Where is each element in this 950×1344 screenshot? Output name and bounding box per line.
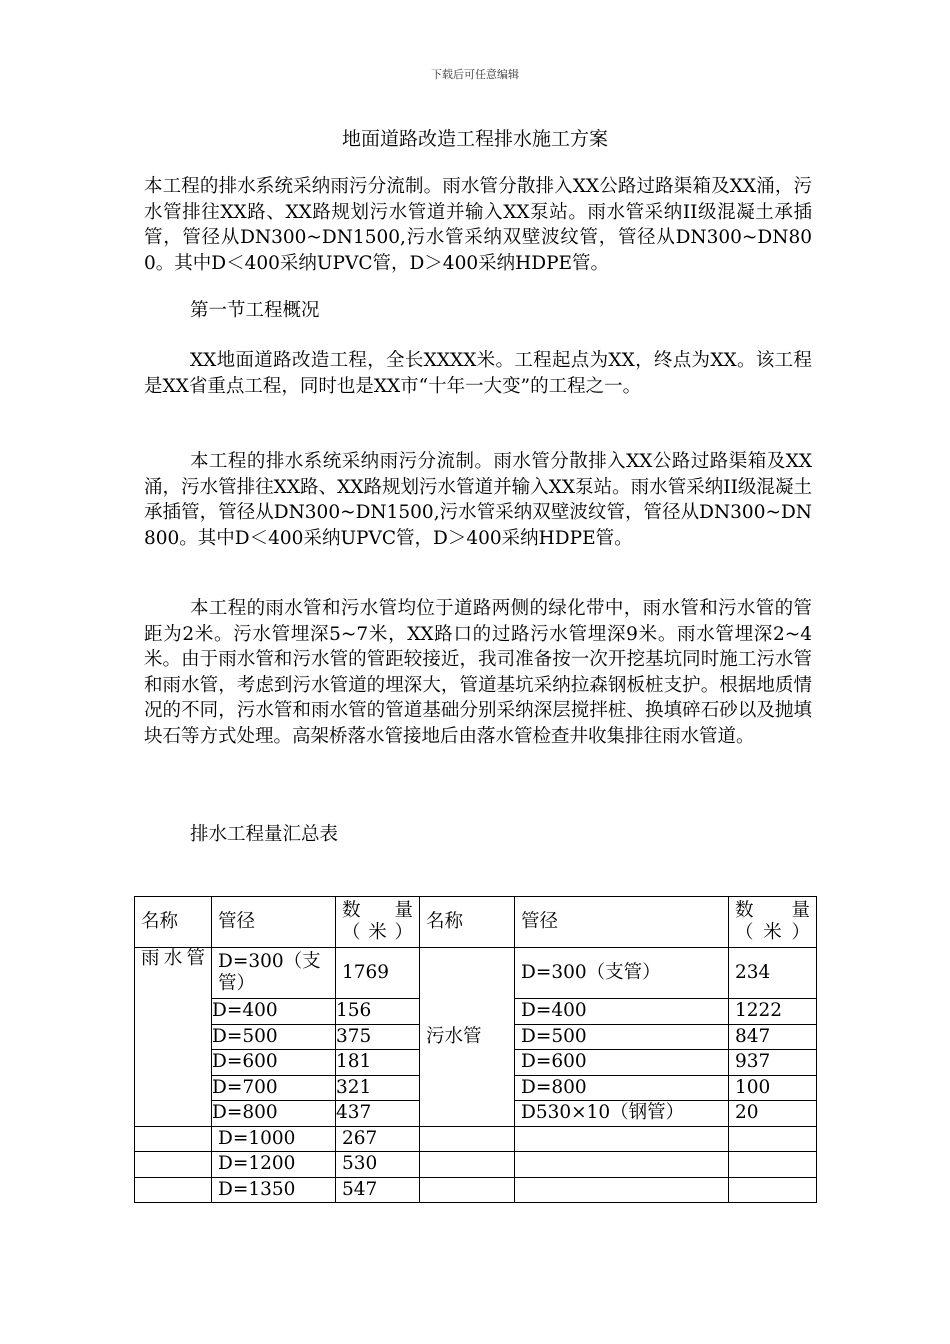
- drainage-system-paragraph: 本工程的排水系统采纳雨污分流制。雨水管分散排入XX公路过路渠箱及XX涌，污水管排往XX路、XX路规划污水管道并输入XX泵站。雨水管采纳II级混凝土承插管，管径从DN300~DN1500,污水管采纳双壁波纹管，管径从DN300~DN800。其中D＜400采纳UPVC管，D＞400采纳HDPE管。: [144, 451, 812, 549]
- rain-quantity: 530: [336, 1152, 420, 1178]
- header-quantity-rain: 数量（米）: [336, 897, 420, 948]
- empty-cell: [729, 1126, 817, 1152]
- rain-quantity: 267: [336, 1126, 420, 1152]
- header-quantity-sewer: 数量（米）: [729, 897, 817, 948]
- empty-cell: [135, 1152, 212, 1178]
- sewer-diameter: D=300（支管）: [515, 948, 729, 999]
- overview-paragraph: XX地面道路改造工程，全长XXXX米。工程起点为XX，终点为XX。该工程是XX省重点工程，同时也是XX市“十年一大变”的工程之一。: [144, 350, 812, 397]
- section-title: 第一节工程概况: [190, 300, 320, 321]
- table-row: [135, 1126, 817, 1152]
- empty-cell: [420, 1152, 515, 1178]
- rain-quantity: 547: [336, 1177, 420, 1203]
- empty-cell: [135, 1177, 212, 1203]
- sewer-diameter: D=400: [515, 999, 729, 1025]
- table-row: [135, 948, 817, 999]
- header-name-sewer: 名称: [420, 897, 515, 948]
- sewer-quantity: 20: [729, 1101, 817, 1127]
- rain-diameter: D=1200: [212, 1152, 336, 1178]
- header-name-rain: 名称: [135, 897, 212, 948]
- empty-cell: [729, 1152, 817, 1178]
- rain-pipe-name: 雨水管: [135, 948, 212, 1127]
- sewer-quantity: 847: [729, 1024, 817, 1050]
- sewer-quantity: 234: [729, 948, 817, 999]
- sewer-quantity: 100: [729, 1075, 817, 1101]
- empty-cell: [515, 1177, 729, 1203]
- sewer-quantity: 937: [729, 1050, 817, 1076]
- empty-cell: [420, 1177, 515, 1203]
- sewer-quantity: 1222: [729, 999, 817, 1025]
- table-row: [135, 1152, 817, 1178]
- rain-diameter: D=300（支管）: [212, 948, 336, 999]
- sewer-diameter: D=800: [515, 1075, 729, 1101]
- rain-diameter: D=1350: [212, 1177, 336, 1203]
- sewer-pipe-name: 污水管: [420, 948, 515, 1127]
- rain-quantity: 321: [336, 1075, 420, 1101]
- rain-quantity: 437: [336, 1101, 420, 1127]
- rain-diameter: D=1000: [212, 1126, 336, 1152]
- empty-cell: [135, 1126, 212, 1152]
- rain-quantity: 1769: [336, 948, 420, 999]
- table-header-row: [135, 897, 817, 948]
- header-diameter-sewer: 管径: [515, 897, 729, 948]
- intro-paragraph: 本工程的排水系统采纳雨污分流制。雨水管分散排入XX公路过路渠箱及XX涌，污水管排往XX路、XX路规划污水管道并输入XX泵站。雨水管采纳II级混凝土承插管，管径从DN300~DN1500,污水管采纳双壁波纹管，管径从DN300~DN800。其中D＜400采纳UPVC管，D＞400采纳HDPE管。: [144, 176, 812, 274]
- table-caption: 排水工程量汇总表: [190, 824, 339, 845]
- rain-diameter: D=600: [212, 1050, 336, 1076]
- sewer-diameter: D=500: [515, 1024, 729, 1050]
- document-title: 地面道路改造工程排水施工方案: [341, 128, 608, 150]
- page-header: 下载后可任意编辑: [431, 68, 519, 81]
- empty-cell: [515, 1126, 729, 1152]
- table-row: [135, 1177, 817, 1203]
- rain-diameter: D=500: [212, 1024, 336, 1050]
- rain-diameter: D=400: [212, 999, 336, 1025]
- empty-cell: [420, 1126, 515, 1152]
- pipe-layout-paragraph: 本工程的雨水管和污水管均位于道路两侧的绿化带中，雨水管和污水管的管距为2米。污水管埋深5~7米，XX路口的过路污水管埋深9米。雨水管埋深2~4米。由于雨水管和污水管的管距较接近，我司准备按一次开挖基坑同时施工污水管和雨水管，考虑到污水管道的埋深大，管道基坑采纳拉森钢板桩支护。根据地质情况的不同，污水管和雨水管的管道基础分别采纳深层搅拌桩、换填碎石砂以及抛填块石等方式处理。高架桥落水管接地后由落水管检查井收集排往雨水管道。: [144, 598, 812, 747]
- header-diameter-rain: 管径: [212, 897, 336, 948]
- rain-quantity: 156: [336, 999, 420, 1025]
- quantity-summary-table: [134, 896, 817, 1203]
- sewer-diameter: D530×10（钢管）: [515, 1101, 729, 1127]
- rain-diameter: D=800: [212, 1101, 336, 1127]
- empty-cell: [729, 1177, 817, 1203]
- sewer-diameter: D=600: [515, 1050, 729, 1076]
- empty-cell: [515, 1152, 729, 1178]
- rain-diameter: D=700: [212, 1075, 336, 1101]
- rain-quantity: 375: [336, 1024, 420, 1050]
- rain-quantity: 181: [336, 1050, 420, 1076]
